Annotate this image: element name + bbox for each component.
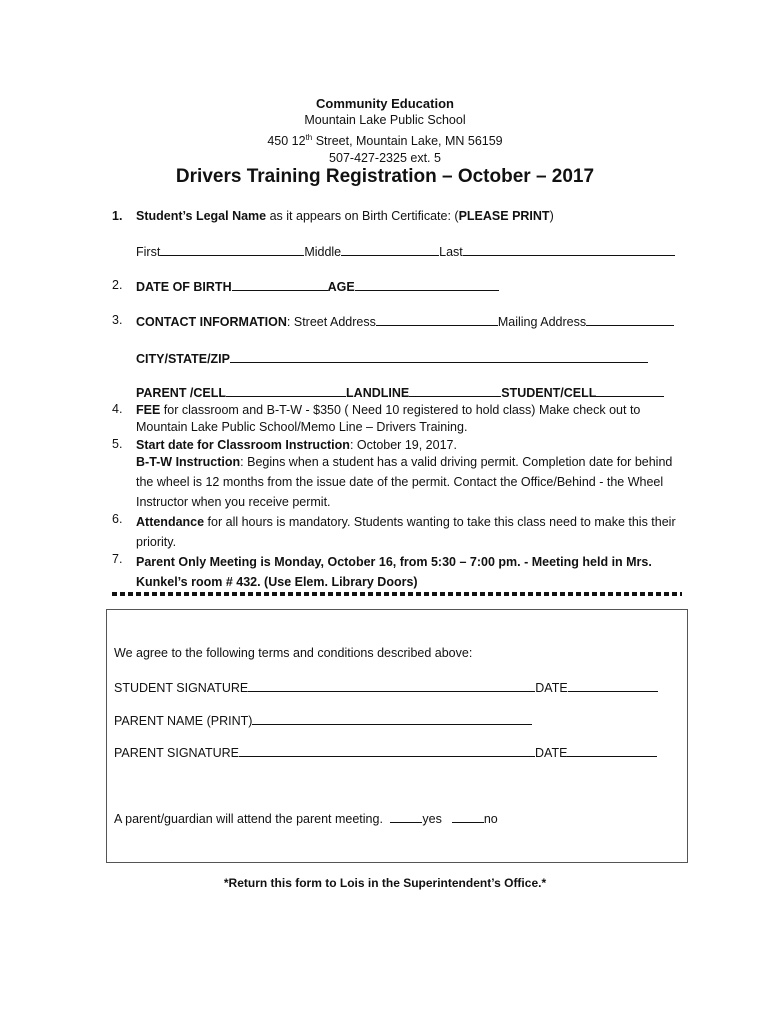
city-state-zip-row	[136, 350, 648, 366]
section-4-number: 4.	[112, 402, 123, 416]
city-state-zip-field[interactable]	[230, 350, 648, 363]
fee-description: for classroom and B-T-W - $350 ( Need 10 registered to hold class) Make check out to Mountain Lake Public School/Memo Line – Drivers Training.	[136, 403, 641, 434]
mailing-address-field[interactable]	[586, 313, 674, 326]
attendance-label: Attendance	[136, 515, 205, 529]
legal-name-text: as it appears on Birth Certificate: (	[266, 209, 459, 223]
contact-info-label: CONTACT INFORMATION	[136, 315, 287, 329]
parent-name-row	[114, 712, 532, 728]
yes-blank[interactable]	[390, 810, 422, 823]
city-state-zip-label: CITY/STATE/ZIP	[136, 352, 230, 366]
please-print-label: PLEASE PRINT	[458, 209, 550, 223]
section-1-number: 1.	[112, 209, 123, 223]
btw-label: B-T-W Instruction	[136, 455, 241, 469]
parent-signature-label: PARENT SIGNATURE	[114, 746, 240, 760]
student-date-field[interactable]	[568, 679, 658, 692]
age-label: AGE	[327, 280, 355, 294]
btw-instruction-text	[136, 452, 676, 512]
school-address	[0, 129, 770, 150]
parent-cell-field[interactable]	[226, 384, 346, 397]
attendance-description: for all hours is mandatory. Students wanting to take this class need to make this their priority.	[136, 515, 676, 549]
last-name-field[interactable]	[463, 243, 675, 256]
parent-date-label: DATE	[535, 746, 568, 760]
student-cell-label: STUDENT/CELL	[501, 386, 597, 400]
parent-signature-row	[114, 744, 657, 760]
start-date-value: : October 19, 2017.	[349, 438, 457, 452]
parent-name-label: PARENT NAME (PRINT)	[114, 714, 253, 728]
section-1-heading	[136, 209, 554, 223]
parent-signature-field[interactable]	[239, 744, 535, 757]
dob-field[interactable]	[232, 278, 328, 291]
student-signature-field[interactable]	[248, 679, 535, 692]
attendance-text	[136, 512, 676, 552]
address-suffix: Street, Mountain Lake, MN 56159	[312, 134, 503, 149]
last-name-label: Last	[439, 245, 463, 259]
agreement-intro: We agree to the following terms and conditions described above:	[114, 646, 473, 660]
no-label: no	[483, 812, 498, 826]
street-address-label: : Street Address	[286, 315, 376, 329]
legal-name-label: Student’s Legal Name	[136, 209, 267, 223]
school-name: Mountain Lake Public School	[304, 113, 466, 127]
parent-cell-label: PARENT /CELL	[136, 386, 227, 400]
landline-field[interactable]	[409, 384, 501, 397]
form-title: Drivers Training Registration – October – 2017	[175, 166, 595, 187]
phone-numbers-row	[136, 384, 664, 400]
age-field[interactable]	[355, 278, 499, 291]
landline-label: LANDLINE	[346, 386, 410, 400]
start-date-label: Start date for Classroom Instruction	[136, 438, 350, 452]
return-instructions: *Return this form to Lois in the Superintendent’s Office.*	[223, 876, 547, 890]
first-name-field[interactable]	[160, 243, 304, 256]
dashed-divider	[112, 592, 682, 596]
student-signature-row	[114, 679, 658, 695]
section-7-number: 7.	[112, 552, 123, 566]
section-5-number: 5.	[112, 437, 123, 451]
meeting-attendance-label: A parent/guardian will attend the parent meeting.	[114, 812, 387, 826]
name-fields-row	[136, 243, 675, 259]
address-prefix: 450 12	[267, 134, 306, 149]
meeting-attendance-row	[114, 810, 498, 826]
no-blank[interactable]	[452, 810, 484, 823]
dob-age-row	[136, 278, 499, 294]
btw-description: : Begins when a student has a valid driving permit. Completion date for behind the wheel is 12 months from the issue date of the permit. Contact the Office/Behind - the Wheel Instructor when you receive permit.	[136, 455, 673, 509]
parent-name-field[interactable]	[252, 712, 532, 725]
street-address-field[interactable]	[376, 313, 498, 326]
form-header	[0, 95, 770, 167]
student-date-label: DATE	[535, 681, 568, 695]
parent-meeting-text: Parent Only Meeting is Monday, October 16, from 5:30 – 7:00 pm. - Meeting held in Mrs. Kunkel’s room # 432. (Use Elem. Library Doors)	[136, 555, 652, 589]
student-cell-field[interactable]	[596, 384, 664, 397]
legal-name-end: )	[549, 209, 554, 223]
yes-label: yes	[422, 812, 442, 826]
section-3-number: 3.	[112, 313, 123, 327]
middle-name-label: Middle	[304, 245, 342, 259]
fee-label: FEE	[136, 403, 161, 417]
student-signature-label: STUDENT SIGNATURE	[114, 681, 249, 695]
first-name-label: First	[136, 245, 161, 259]
contact-row	[136, 313, 674, 329]
org-name: Community Education	[316, 96, 454, 111]
school-phone: 507-427-2325 ext. 5	[329, 151, 441, 166]
middle-name-field[interactable]	[341, 243, 439, 256]
parent-date-field[interactable]	[567, 744, 657, 757]
address-sup: th	[305, 133, 313, 142]
mailing-address-label: Mailing Address	[497, 315, 587, 329]
dob-label: DATE OF BIRTH	[136, 280, 232, 294]
fee-text	[136, 402, 676, 436]
section-6-number: 6.	[112, 512, 123, 526]
section-2-number: 2.	[112, 278, 123, 292]
